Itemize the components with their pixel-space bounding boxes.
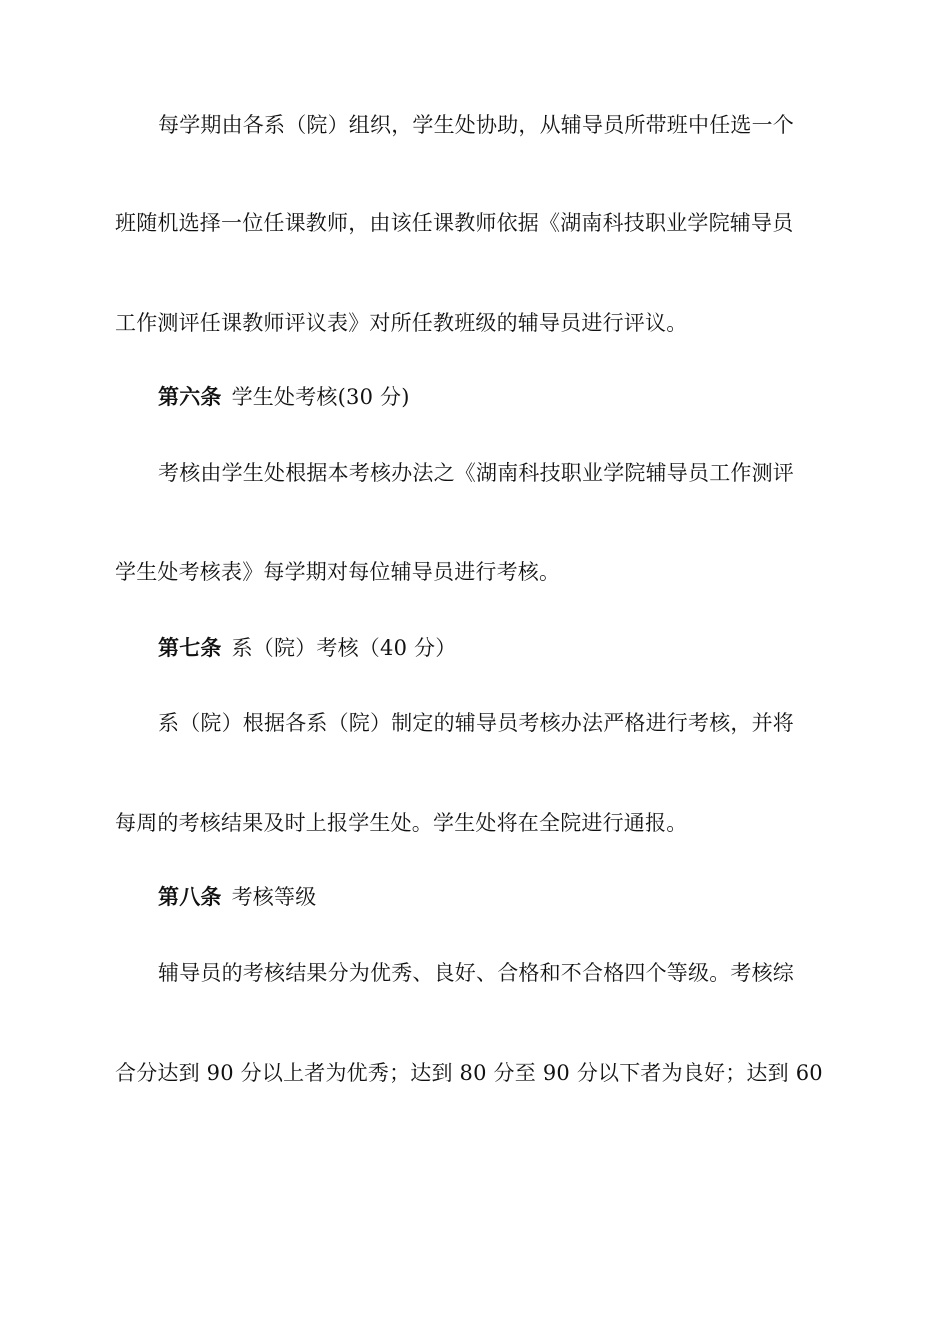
paragraph-line-1: 每学期由各系（院）组织，学生处协助，从辅导员所带班中任选一个 [158,113,794,137]
paragraph-line-2: 班随机选择一位任课教师，由该任课教师依据《湖南科技职业学院辅导员 [115,211,794,235]
article-six-heading [158,382,830,412]
article-seven-heading [158,633,830,663]
paragraph-line-7: 每周的考核结果及时上报学生处。学生处将在全院进行通报。 [115,811,688,835]
paragraph-line-8: 辅导员的考核结果分为优秀、良好、合格和不合格四个等级。考核综 [158,961,794,985]
paragraph-line-4: 考核由学生处根据本考核办法之《湖南科技职业学院辅导员工作测评 [158,461,794,485]
article-six-label: 第六条 [158,384,222,409]
article-seven-label: 第七条 [158,635,222,660]
article-six-title: 学生处考核(30 分) [231,385,410,409]
paragraph-line-6: 系（院）根据各系（院）制定的辅导员考核办法严格进行考核，并将 [158,711,794,735]
article-eight-heading [158,882,830,912]
article-eight-label: 第八条 [158,884,222,909]
paragraph-line-9: 合分达到 90 分以上者为优秀；达到 80 分至 90 分以下者为良好；达到 60 [115,1061,823,1085]
paragraph-line-3: 工作测评任课教师评议表》对所任教班级的辅导员进行评议。 [115,311,688,335]
paragraph-line-5: 学生处考核表》每学期对每位辅导员进行考核。 [115,560,561,584]
article-seven-title: 系（院）考核（40 分） [231,636,457,660]
article-eight-title: 考核等级 [231,885,317,909]
